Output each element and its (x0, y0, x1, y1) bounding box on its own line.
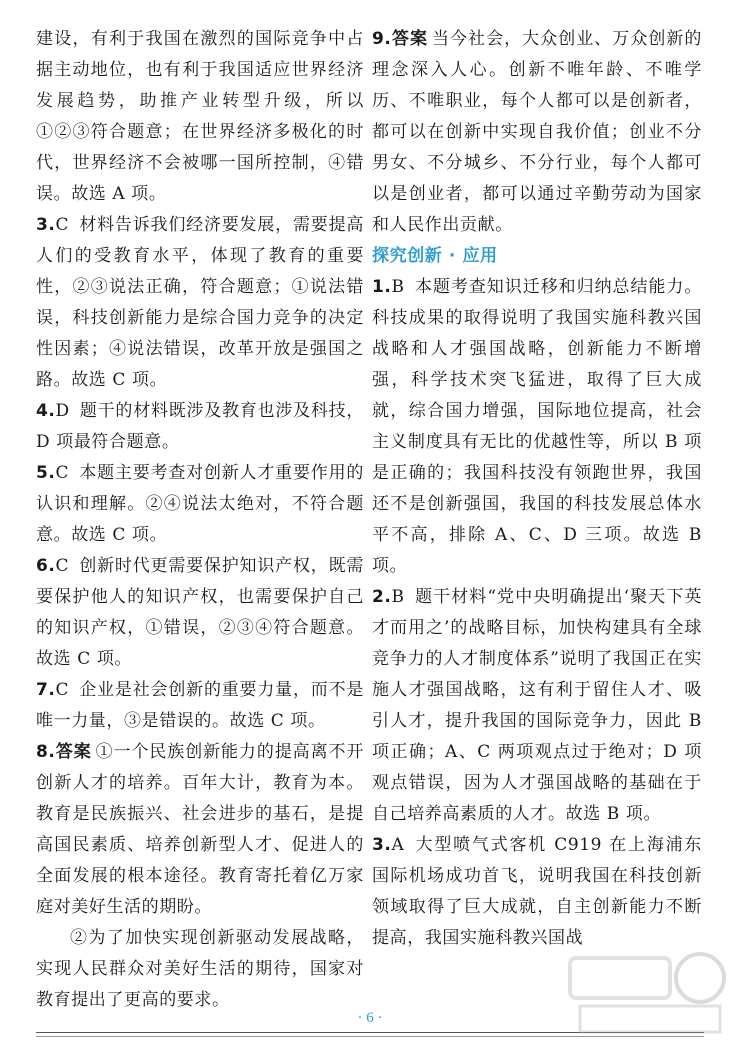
answer-item-3 (36, 210, 364, 396)
answer-item-4 (36, 396, 364, 458)
answer-label: 答案 (55, 742, 92, 762)
answer-letter: C (55, 680, 70, 700)
item-number: 6. (36, 556, 56, 576)
answer-letter: B (391, 277, 405, 297)
answer-text: 企业是社会创新的重要力量，而不是唯一力量，③是错误的。故选 C 项。 (36, 680, 364, 731)
answer-item-9 (372, 24, 702, 241)
item-number: 8. (36, 742, 56, 762)
page-number: · 6 · (357, 1010, 383, 1026)
item-number: 1. (372, 277, 392, 297)
right-column (372, 24, 702, 954)
item-number: 3. (36, 215, 56, 235)
q2-continuation: 建设，有利于我国在激烈的国际竞争中占据主动地位，也有利于我国适应世界经济发展趋势，助推产业转型升级，所以①②③符合题意；在世界经济多极化的时代，世界经济不会被哪一国所控制，④错误。故选 A 项。 (36, 29, 364, 204)
answer-item-r2 (372, 582, 702, 830)
answer-letter: C (55, 556, 70, 576)
answer-item-5 (36, 458, 364, 551)
answer-letter: A (391, 835, 405, 855)
left-column (36, 24, 364, 1016)
item-number: 9. (372, 29, 392, 49)
answer-text: 当今社会，大众创业、万众创新的理念深入人心。创新不唯年龄、不唯学历、不唯职业，每个人都可以是创新者，都可以在创新中实现自我价值；创业不分男女、不分城乡、不分行业，每个人都可以是创业者，都可以通过辛勤劳动为国家和人民作出贡献。 (372, 29, 703, 235)
item-number: 5. (36, 463, 56, 483)
answer-letter: B (391, 587, 405, 607)
answer-item-7 (36, 675, 364, 737)
answer-letter: D (55, 401, 70, 421)
item-number: 2. (372, 587, 392, 607)
answer-text: ①一个民族创新能力的提高离不开创新人才的培养。百年大计，教育为本。教育是民族振兴、社会进步的基石，是提高国民素质、培养创新型人才、促进人的全面发展的根本途径。教育寄托着亿万家庭对美好生活的期盼。 (36, 742, 365, 917)
answer-text: 题干材料“党中央明确提出‘聚天下英才而用之’的战略目标，加快构建具有全球竞争力的人才制度体系”说明了我国正在实施人才强国战略，这有利于留住人才、吸引人才，提升我国的国际竞争力，因此 B 项正确；A、C 两项观点过于绝对；D 项观点错误，因为人才强国战略的基础在于自己培养高素质的人才。故选 B 项。 (372, 587, 702, 824)
answer-item-r3 (372, 830, 702, 954)
answer-text: 题干的材料既涉及教育也涉及科技，D 项最符合题意。 (36, 401, 364, 452)
answer-label: 答案 (391, 29, 428, 49)
answer-text: 大型喷气式客机 C919 在上海浦东国际机场成功首飞，说明我国在科技创新领域取得了巨大成就，自主创新能力不断提高，我国实施科教兴国战 (372, 835, 702, 948)
answer-letter: C (55, 215, 70, 235)
answer-letter: C (55, 463, 70, 483)
answer-text: 本题考查知识迁移和归纳总结能力。科技成果的取得说明了我国实施科教兴国战略和人才强国战略，创新能力不断增强，科学技术突飞猛进，取得了巨大成就，综合国力增强，国际地位提高，社会主义制度具有无比的优越性等，所以 B 项是正确的；我国科技没有领跑世界，我国还不是创新强国，我国的科技发展总体水平不高，排除 A、C、D 三项。故选 B 项。 (372, 277, 702, 576)
answer-text: 材料告诉我们经济要发展，需要提高人们的受教育水平，体现了教育的重要性，②③说法正确，符合题意；①说法错误，科技创新能力是综合国力竞争的决定性因素；④说法错误，改革开放是强国之路。故选 C 项。 (36, 215, 364, 390)
answer-text: 创新时代更需要保护知识产权，既需要保护他人的知识产权，也需要保护自己的知识产权，①错误，②③④符合题意。故选 C 项。 (36, 556, 364, 669)
watermark-logo-icon (560, 948, 730, 1038)
item-number: 3. (372, 835, 392, 855)
item-number: 4. (36, 401, 56, 421)
answer-text: 本题主要考查对创新人才重要作用的认识和理解。②④说法太绝对，不符合题意。故选 C 项。 (36, 463, 364, 545)
section-title: 探究创新 · 应用 (372, 246, 498, 266)
answer-item-8 (36, 737, 364, 923)
item-number: 7. (36, 680, 56, 700)
answer-item-8-part-2: ②为了加快实现创新驱动发展战略，实现人民群众对美好生活的期待，国家对教育提出了更高的要求。 (36, 928, 364, 1010)
answer-item-r1 (372, 272, 702, 582)
answer-item-6 (36, 551, 364, 675)
